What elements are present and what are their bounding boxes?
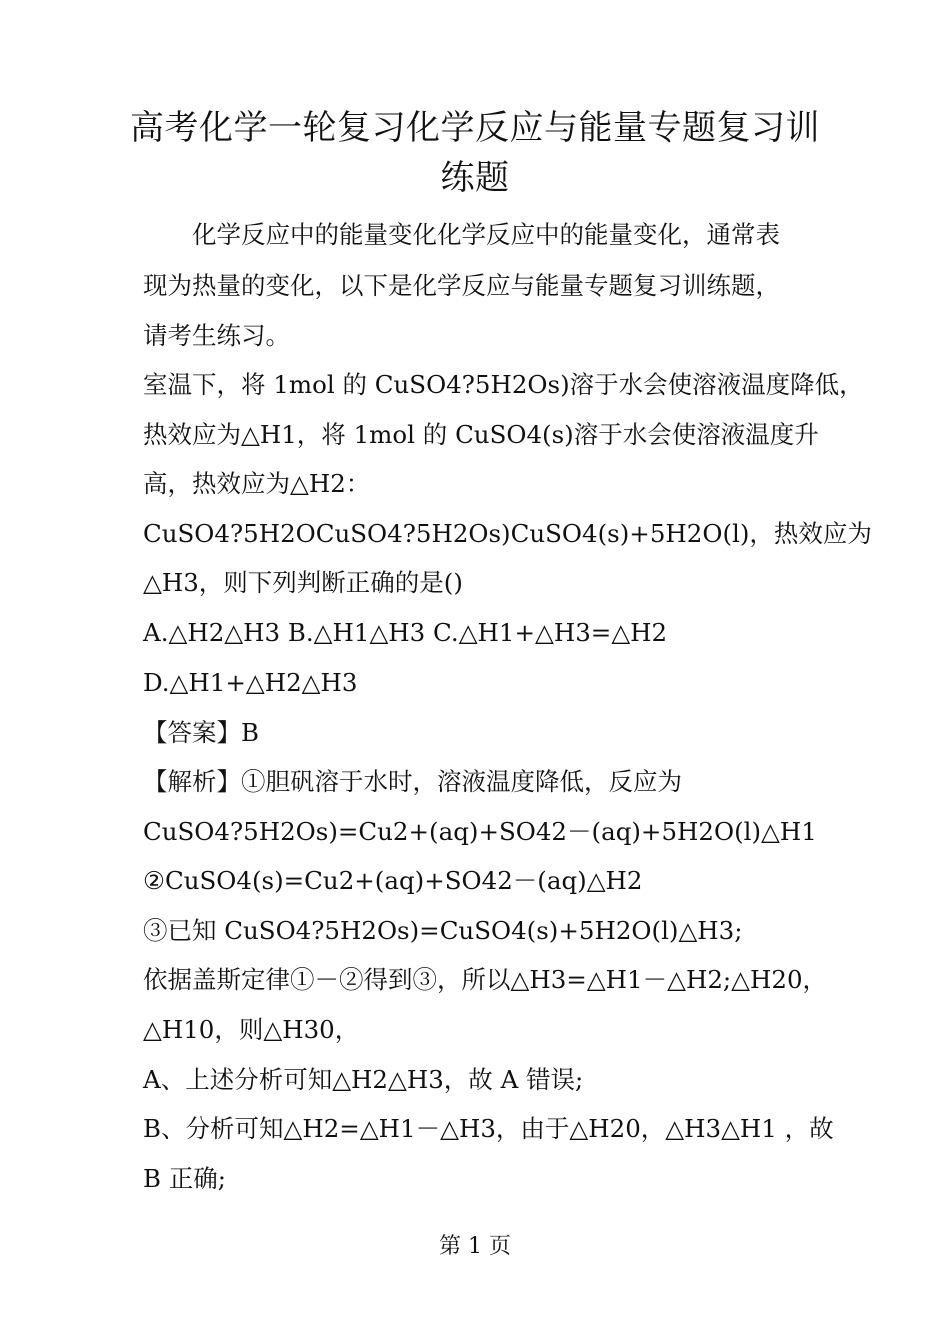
body-line: 依据盖斯定律①－②得到③，所以△H3=△H1－△H2;△H20，: [143, 965, 828, 994]
body-line: 现为热量的变化，以下是化学反应与能量专题复习训练题，: [143, 271, 780, 300]
body-line: 请考生练习。: [143, 321, 290, 350]
body-line: ②CuSO4(s)=Cu2+(aq)+SO42－(aq)△H2: [143, 866, 643, 895]
body-line: ③已知 CuSO4?5H2Os)=CuSO4(s)+5H2O(l)△H3;: [143, 916, 743, 945]
body-line: D.△H1+△H2△H3: [143, 668, 358, 697]
body-line: B 正确;: [143, 1164, 227, 1193]
document-title-line-2: 练题: [440, 158, 510, 198]
body-line: △H10，则△H30，: [143, 1015, 360, 1044]
body-line: CuSO4?5H2Os)=Cu2+(aq)+SO42－(aq)+5H2O(l)△H1: [143, 817, 817, 846]
body-line: △H3，则下列判断正确的是(): [143, 568, 463, 597]
body-line: A、上述分析可知△H2△H3，故 A 错误;: [143, 1065, 584, 1094]
body-line: CuSO4?5H2OCuSO4?5H2Os)CuSO4(s)+5H2O(l)，热效应为: [143, 519, 872, 548]
answer-line: 【答案】B: [143, 718, 260, 747]
document-title-line-1: 高考化学一轮复习化学反应与能量专题复习训: [130, 108, 820, 148]
body-line: B、分析可知△H2=△H1－△H3，由于△H20，△H3△H1 ，故: [143, 1114, 834, 1143]
body-line: 室温下，将 1mol 的 CuSO4?5H2Os)溶于水会使溶液温度降低，: [143, 370, 864, 399]
body-line: 热效应为△H1，将 1mol 的 CuSO4(s)溶于水会使溶液温度升: [143, 420, 819, 449]
page-number: 第 1 页: [439, 1234, 511, 1259]
body-line: 高，热效应为△H2：: [143, 469, 371, 498]
body-line: A.△H2△H3 B.△H1△H3 C.△H1+△H3=△H2: [143, 618, 668, 647]
analysis-line: 【解析】①胆矾溶于水时，溶液温度降低，反应为: [143, 767, 682, 796]
body-line: 化学反应中的能量变化化学反应中的能量变化，通常表: [143, 220, 780, 249]
